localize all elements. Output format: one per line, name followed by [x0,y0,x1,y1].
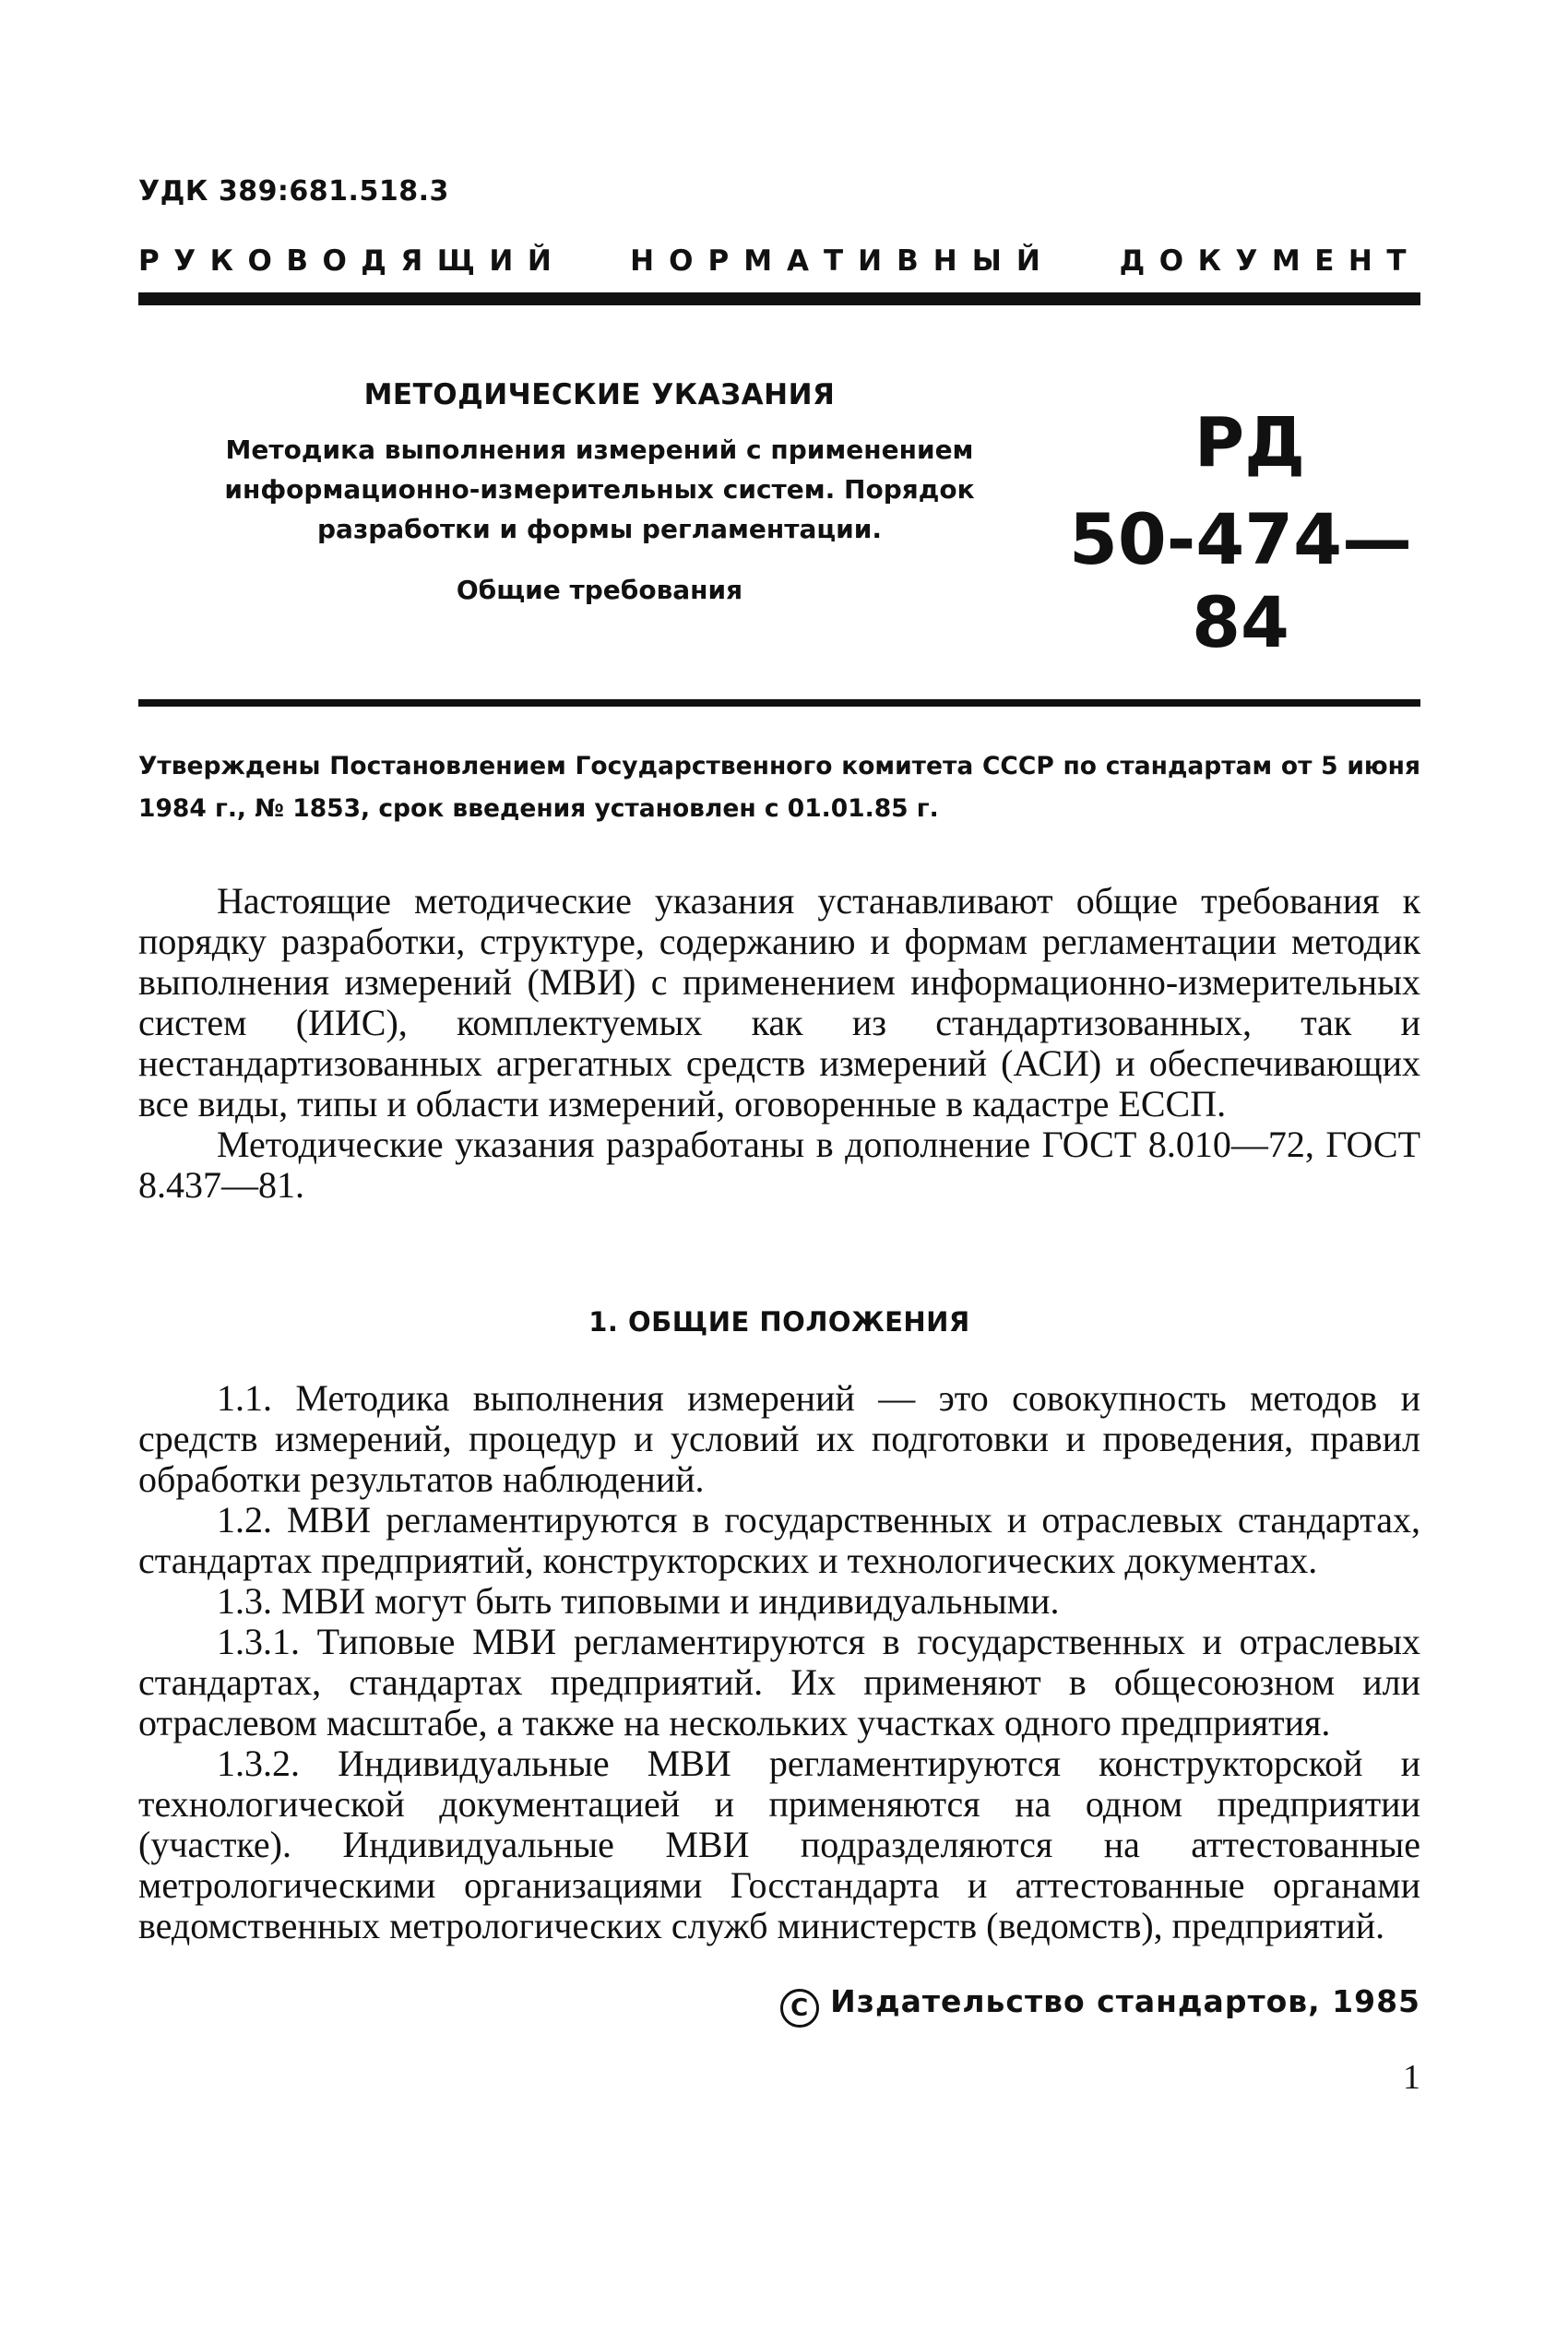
title-sub [138,430,1061,549]
designation-label: РД [1194,403,1306,482]
section-paragraph: 1.2. МВИ регламентируются в государственных и отраслевых стандартах, стандартах предприятий, конструкторских и технологических документах. [138,1499,1420,1581]
title-block [138,378,1061,605]
doc-type-word-1: РУКОВОДЯЩИЙ [138,244,566,278]
doc-type-word-3: ДОКУМЕНТ [1119,244,1420,278]
thin-divider [138,699,1420,707]
section-paragraph: 1.3.2. Индивидуальные МВИ регламентируются конструкторской и технологической документацией и применяются на одном предприятии (участке). Индивидуальные МВИ подразделяются на аттестованные метрологическими организациями Госстандарта и аттестованные органами ведомственных метрологических служб министерств (ведомств), предприятий. [138,1743,1420,1946]
title-main: МЕТОДИЧЕСКИЕ УКАЗАНИЯ [363,378,836,411]
page-number: 1 [1403,2058,1420,2097]
udk-code: УДК 389:681.518.3 [138,175,449,208]
approval-note: Утверждены Постановлением Государственного комитета СССР по стандартам от 5 июня 1984 г., № 1853, срок введения установлен с 01.01.85 г. [138,752,1420,823]
copyright-text: Издательство стандартов, 1985 [830,1983,1420,2019]
title-sub-line: информационно-измерительных систем. Порядок [224,474,975,505]
designation-number: 50-474—84 [1069,498,1412,663]
doc-type-word-2: НОРМАТИВНЫЙ [630,244,1055,278]
section-paragraph: 1.1. Методика выполнения измерений — это совокупность методов и средств измерений, процедур и условий их подготовки и проведения, правил обработки результатов наблюдений. [138,1377,1420,1500]
section-body [138,1378,1420,1946]
copyright-line [780,1983,1420,2028]
section-title: 1. ОБЩИЕ ПОЛОЖЕНИЯ [588,1306,970,1338]
copyright-icon: C [780,1989,819,2028]
intro-paragraph: Настоящие методические указания устанавливают общие требования к порядку разработки, структуре, содержанию и формам регламентации методик выполнения измерений (МВИ) с применением информационно-измерительных систем (ИИС), комплектуемых как из стандартизованных, так и нестандартизованных агрегатных средств измерений (АСИ) и обеспечивающих все виды, типы и области измерений, оговоренные в кадастре ЕССП. [138,880,1420,1124]
intro-section [138,881,1420,1206]
title-sub-line: разработки и формы регламентации. [317,514,882,544]
title-sub-line: Методика выполнения измерений с применением [225,434,974,465]
section-paragraph: 1.3. МВИ могут быть типовыми и индивидуальными. [217,1580,1060,1622]
title-general: Общие требования [456,575,743,605]
section-paragraph: 1.3.1. Типовые МВИ регламентируются в государственных и отраслевых стандартах, стандартах предприятий. Их применяют в общесоюзном или отраслевом масштабе, а также на нескольких участках одного предприятия. [138,1621,1420,1743]
heavy-divider [138,292,1420,305]
document-type-heading [138,244,1420,278]
intro-paragraph: Методические указания разработаны в дополнение ГОСТ 8.010—72, ГОСТ 8.437—81. [138,1124,1420,1206]
